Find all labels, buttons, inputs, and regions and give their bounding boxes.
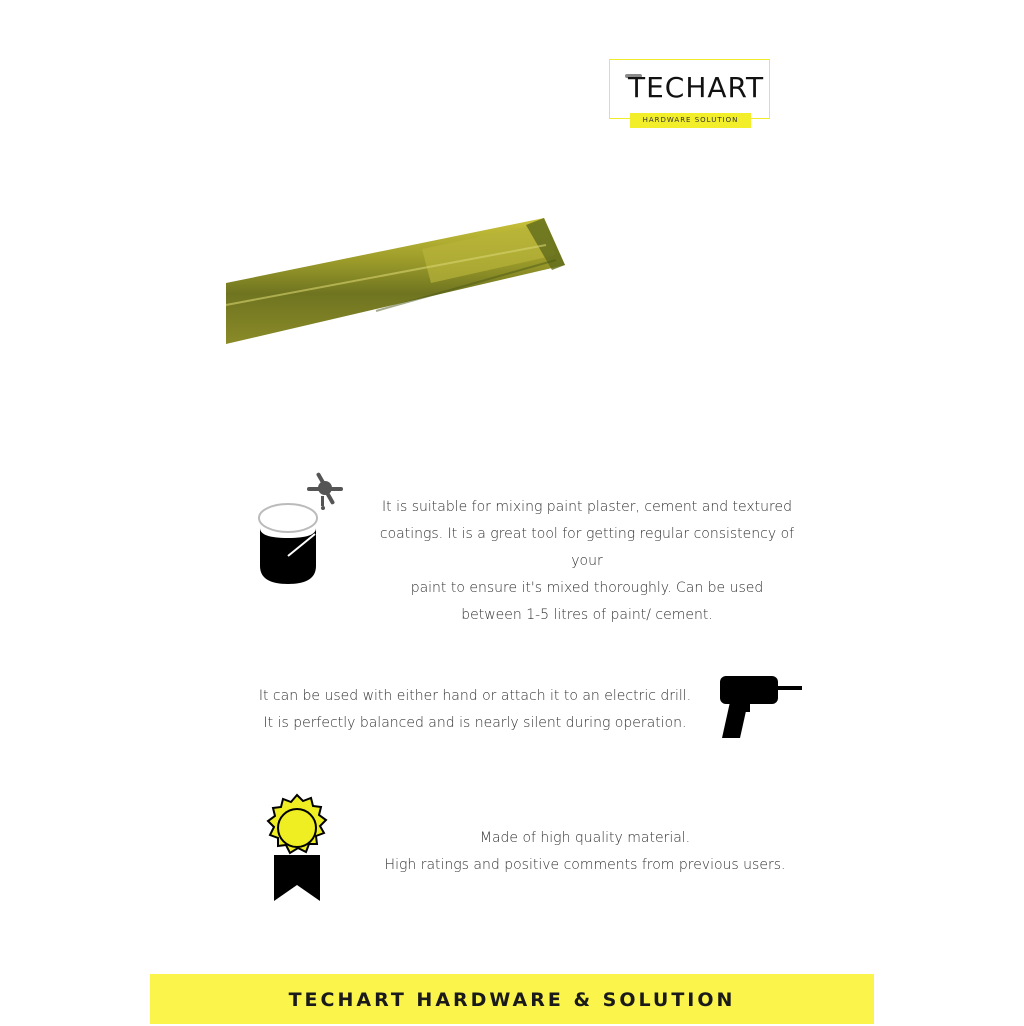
feature-mixing-text: [372, 494, 802, 629]
feature-line: It can be used with either hand or attach it to an electric drill.: [258, 688, 692, 704]
award-ribbon-icon: [258, 793, 336, 903]
drill-icon: [718, 674, 804, 742]
feature-line: between 1-5 litres of paint/ cement.: [461, 607, 713, 623]
paint-mixer-rod-image: [226, 215, 568, 347]
feature-quality-text: [370, 825, 800, 879]
paint-can-icon: [255, 468, 350, 586]
feature-line: It is perfectly balanced and is nearly silent during operation.: [263, 715, 687, 731]
feature-line: Made of high quality material.: [479, 830, 691, 846]
feature-line: coatings. It is a great tool for getting regular consistency of your: [379, 526, 795, 569]
logo-brand: TECHART: [628, 71, 765, 104]
logo-tagline: HARDWARE SOLUTION: [630, 113, 751, 128]
feature-drill-text: [250, 683, 700, 737]
footer-banner: TECHART HARDWARE & SOLUTION: [150, 974, 874, 1024]
feature-line: It is suitable for mixing paint plaster, cement and textured: [382, 499, 792, 515]
feature-line: High ratings and positive comments from previous users.: [384, 857, 786, 873]
feature-line: paint to ensure it's mixed thoroughly. Can be used: [410, 580, 764, 596]
